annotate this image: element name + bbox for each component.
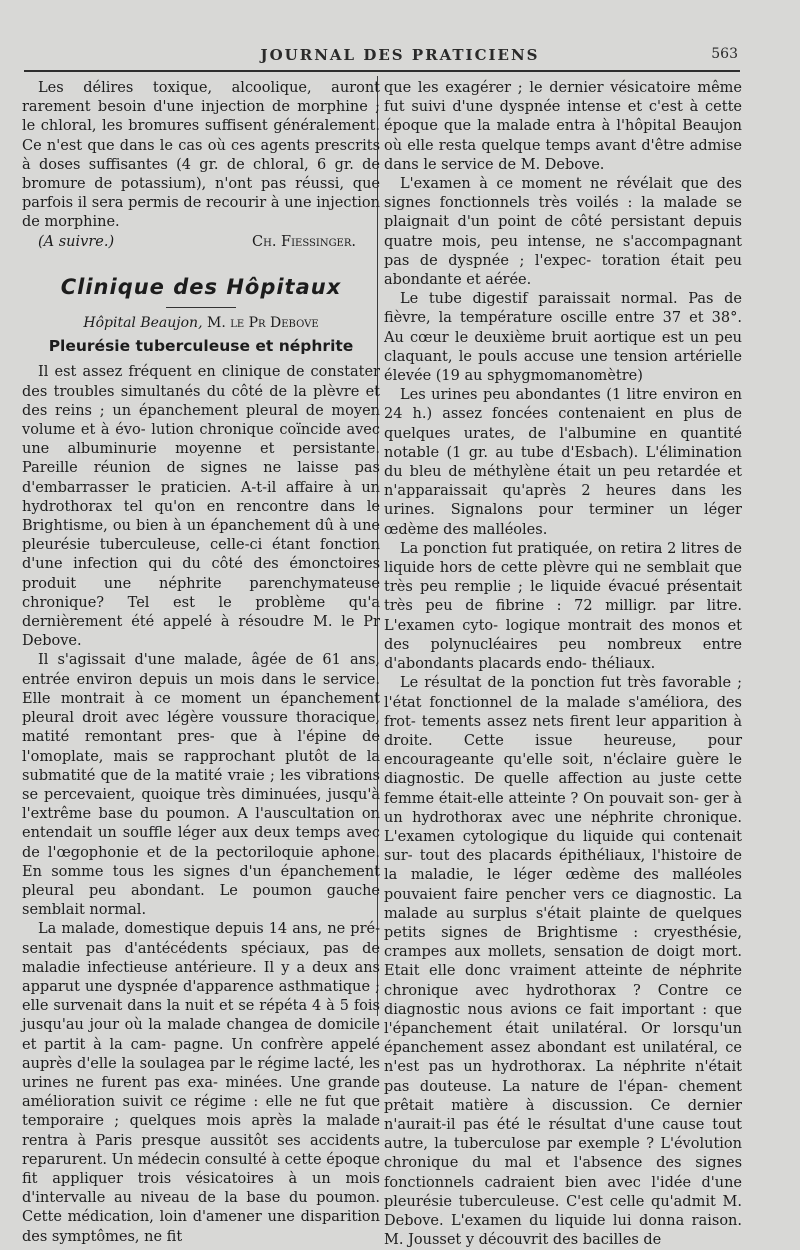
article-paragraph — [384, 386, 742, 540]
text-line: loin d'amener une disparition des symptômes, ne fit — [22, 1209, 380, 1245]
text-line: celle qu'admit M. Debove. L'examen du liquide lui — [384, 1193, 742, 1229]
article-paragraph — [384, 674, 742, 1250]
text-line: vibrations se percevaient, quoique très diminuées, — [22, 767, 380, 803]
text-line: cryesthésie, crampes aux mollets, sensation de doigt — [384, 924, 742, 961]
text-line: Il s'agissait d'une malade, âgée de 61 ans, entrée — [22, 652, 380, 688]
text-line: somme tous les signes d'un épanchement pleural — [22, 863, 381, 899]
text-line: quelque temps avant d'être admise dans le service — [384, 137, 743, 173]
text-line: de chloral, 6 gr. de bromure de potassium), n'ont — [22, 156, 380, 193]
to-continue-note: (A suivre.) — [38, 233, 115, 250]
article-paragraph — [384, 175, 742, 290]
text-line: n'éclaire guère le diagnostic. De quelle affection au — [384, 752, 742, 788]
article-paragraph — [22, 363, 380, 651]
text-line: chement prêtait matière à discussion. Ce dernier — [384, 1078, 742, 1114]
text-line: que à l'épine de l'omoplate, mais se rapprochant — [22, 729, 380, 765]
text-line: peu nombreux entre d'abondants placards endo- — [384, 636, 742, 673]
text-line: La malade, domestique depuis 14 ans, ne pré- — [38, 921, 380, 938]
text-line: 24 h.) assez foncées contenaient en plus de quelques — [384, 406, 742, 442]
text-line: L'examen à ce moment ne révélait que des signes — [384, 176, 742, 212]
text-line: bien avec l'idée d'une pleurésie tuberculeuse. C'est — [384, 1174, 743, 1210]
text-line: pagne. Un confrère appelé auprès d'elle la soulagea — [22, 1036, 380, 1072]
text-line: M. le Pr Debove. — [22, 614, 380, 650]
article-paragraph — [384, 540, 742, 674]
text-line: jusqu'à l'extrême base du poumon. A l'auscultation — [22, 786, 381, 823]
article-paragraph — [384, 290, 742, 386]
text-line: la tuberculose par exemple ? L'évolution chronique — [384, 1136, 742, 1172]
text-line: néphrite parenchymateuse chronique? Tel est le — [22, 575, 381, 611]
text-line: par le régime lacté, les urines ne furent pas exa- — [22, 1055, 380, 1091]
text-line: on entendait un souffle léger aux deux temps avec — [22, 806, 380, 842]
text-line: était un peu retardée et n'apparaissait qu'après — [384, 464, 742, 500]
text-line: intense, ne s'accompagnant pas de dyspnée ; l'expec- — [384, 233, 742, 269]
text-line: ger à un hydrothorax avec une néphrite chronique. — [384, 790, 742, 826]
author-signature: Ch. Fiessinger. — [252, 233, 356, 250]
text-line: liquide hors de cette plèvre qui ne semblait que — [384, 560, 742, 577]
text-line: la malade changea de domicile et partit à la cam- — [22, 1017, 380, 1053]
right-column — [384, 79, 742, 1250]
text-line: suivi d'une dyspnée intense et c'est à cette époque — [384, 99, 742, 135]
text-line: Le tube digestif paraissait normal. Pas de fièvre, — [384, 291, 742, 327]
text-line: sphygmomanomètre) — [487, 368, 643, 385]
text-line: chronique avec hydrothorax ? Contre ce diagnostic — [384, 982, 742, 1018]
text-line: affaire à un hydrothorax tel qu'on en rencontre dans — [22, 479, 381, 515]
text-line: 2 heures dans les urines. Signalons pour terminer — [384, 483, 742, 519]
text-line: infection qui du côté des émonctoires produit une — [22, 556, 381, 592]
text-line: infectieuse antérieure. Il y a deux ans apparut une — [22, 959, 381, 995]
text-line: plutôt de la submatité que de la matité vraie ; les — [22, 748, 380, 784]
text-line: un léger œdème des malléoles. — [384, 502, 742, 538]
text-line: sentait pas d'antécédents spéciaux, pas de maladie — [22, 940, 380, 976]
section-rule — [166, 307, 236, 308]
hospital-name: Hôpital Beaujon, — [83, 315, 203, 332]
text-line: tements assez nets firent leur apparition à droite. — [384, 713, 743, 749]
article-title: Pleurésie tuberculeuse et néphrite — [48, 337, 354, 356]
text-line: problème qu'a dernièrement été appelé à résoudre — [22, 594, 381, 631]
text-line: la température oscille entre 37 et 38°. Au cœur le — [384, 310, 742, 346]
text-line: Les urines peu abondantes (1 litre environ en — [400, 387, 742, 404]
text-line: dans la nuit et se répéta 4 à 5 fois jusqu'au jour où — [22, 998, 380, 1034]
text-line: théliaux. — [591, 656, 656, 673]
text-line: lution chronique coïncide avec une albuminurie — [22, 422, 381, 458]
text-line: pouls accuse une tension artérielle élevée (19 au — [384, 348, 742, 385]
text-line: donna raison. M. Jousset y découvrit des bacilles de — [384, 1212, 743, 1249]
text-line: urates, de l'albumine en quantité notable (1 gr. au — [384, 425, 743, 461]
header-rule — [24, 70, 740, 72]
text-line: La néphrite n'était pas douteuse. La nature de l'épan- — [384, 1059, 742, 1095]
text-line: vers ce diagnostic. La malade au surplus s'était — [384, 886, 743, 922]
text-line: du mal et l'absence des signes fonctionnels cadraient — [384, 1155, 743, 1191]
text-line: le léger œdème des malléoles pouvaient faire pencher — [384, 867, 742, 903]
text-line: peu abondant. Le poumon gauche semblait normal. — [22, 882, 380, 919]
text-line: tout des placards épithéliaux, l'histoire de la maladie, — [384, 848, 742, 884]
left-column — [22, 79, 380, 1247]
text-line: à ce moment un épanchement pleural droit avec — [22, 690, 380, 727]
text-line: dyspnée d'apparence asthmatique ; elle survenait — [22, 978, 380, 1015]
text-line: toration était peu abondante et aérée. — [384, 252, 743, 289]
text-line: que la malade entra à l'hôpital Beaujon où elle resta — [384, 118, 743, 154]
text-line: mort. Etait elle donc vraiment atteinte de néphrite — [384, 944, 742, 980]
signature-line — [22, 233, 380, 252]
text-line: point de côté persistant depuis quatre mois, peu — [384, 214, 742, 250]
text-line: moyenne et persistante. Pareille réunion de signes — [22, 441, 380, 477]
text-line: de M. Debove. — [498, 156, 605, 173]
running-header — [0, 44, 800, 66]
text-line: besoin d'une injection de morphine ; le chloral, les — [22, 99, 380, 135]
text-line: malade rentra à Paris presque aussitôt ses accidents — [22, 1113, 381, 1149]
text-line: tube d'Esbach). L'élimination du bleu de méthylène — [384, 444, 742, 481]
text-line: environ depuis un mois dans le service. Elle montrait — [22, 671, 380, 707]
text-line: La ponction fut pratiquée, on retira 2 litres de — [400, 540, 742, 557]
text-line: elle ne fut que temporaire ; quelques mois après la — [22, 1094, 381, 1130]
text-line: abondant est unilatéral, ce n'est pas un hydrothorax. — [384, 1040, 742, 1076]
text-line: Il est assez fréquent en clinique de constater des — [22, 364, 380, 400]
text-line: le cas où ces agents prescrits à doses suffisantes (4 gr. — [22, 137, 381, 173]
article-paragraph — [22, 920, 380, 1246]
text-line: fit appliquer trois vésicatoires à un mois d'intervalle — [22, 1170, 380, 1207]
text-line: nous avions ce fait important : que l'épanchement — [384, 1001, 743, 1037]
professor-name: M. le Pr Debove — [206, 315, 319, 332]
text-line: Les délires toxique, alcoolique, auront rarement — [22, 80, 380, 116]
text-line: l'état fonctionnel de la malade s'améliora, des frot- — [384, 694, 742, 730]
article-paragraph — [22, 651, 380, 920]
text-line: juste cette femme était-elle atteinte ? On pouvait son- — [384, 771, 743, 807]
text-line: pas réussi, que parfois il sera permis de recourir à — [22, 176, 381, 212]
text-line: Le résultat de la ponction fut très favorable ; — [400, 675, 742, 692]
text-line: était unilatéral. Or lorsqu'un épanchement assez — [384, 1020, 743, 1057]
text-line: minées. Une grande amélioration suivit ce régime : — [22, 1074, 381, 1111]
text-line: bromures suffisent généralement. Ce n'est que dans — [22, 118, 380, 154]
section-title: Clinique des Hôpitaux — [60, 274, 342, 299]
text-line: plainte de quelques petits signes de Brightisme : — [384, 905, 743, 941]
hospital-line — [22, 314, 380, 333]
text-line: troubles simultanés du côté de la plèvre et des reins ; — [22, 383, 381, 419]
text-line: L'examen cytologique du liquide qui contenait sur- — [384, 828, 742, 865]
text-line: que les exagérer ; le dernier vésicatoire même fut — [384, 80, 742, 116]
journal-title: JOURNAL DES PRATICIENS — [260, 46, 540, 64]
text-line: reparurent. Un médecin consulté à cette époque — [22, 1151, 380, 1168]
page-number: 563 — [711, 46, 738, 62]
text-line: le Brightisme, ou bien à un épanchement dû à une — [22, 498, 380, 535]
text-line: pleurésie tuberculeuse, celle-ci étant fonction d'une — [22, 537, 380, 573]
text-line: fonctionnels très voilés : la malade se plaignait d'un — [384, 195, 742, 231]
text-line: deuxième bruit aortique est un peu claquant, le — [384, 329, 742, 365]
text-line: légère voussure thoracique, matité remontant pres- — [22, 710, 381, 746]
intro-paragraph — [22, 79, 380, 233]
text-line: n'aurait-il pas été le résultat d'une cause tout autre, — [384, 1116, 742, 1153]
continued-paragraph — [384, 79, 742, 175]
text-line: une injection de morphine. — [22, 195, 380, 231]
text-line: très peu remplie ; le liquide évacué présentait très — [384, 579, 742, 615]
text-line: au niveau de la base du poumon. Cette médication, — [22, 1190, 381, 1226]
text-line: logique montrait des monos et des polynucléaires — [384, 617, 742, 653]
text-line: un épanchement pleural de moyen volume et à évo- — [22, 402, 380, 439]
text-line: de l'œgophonie et de la pectoriloquie aphone. En — [22, 844, 380, 880]
text-line: Cette issue heureuse, pour encourageante qu'elle soit, — [384, 732, 743, 769]
text-line: peu de fibrine : 72 milligr. par litre. L'examen cyto- — [384, 598, 743, 634]
text-line: ne laisse pas d'embarrasser le praticien. A-t-il — [22, 460, 380, 496]
